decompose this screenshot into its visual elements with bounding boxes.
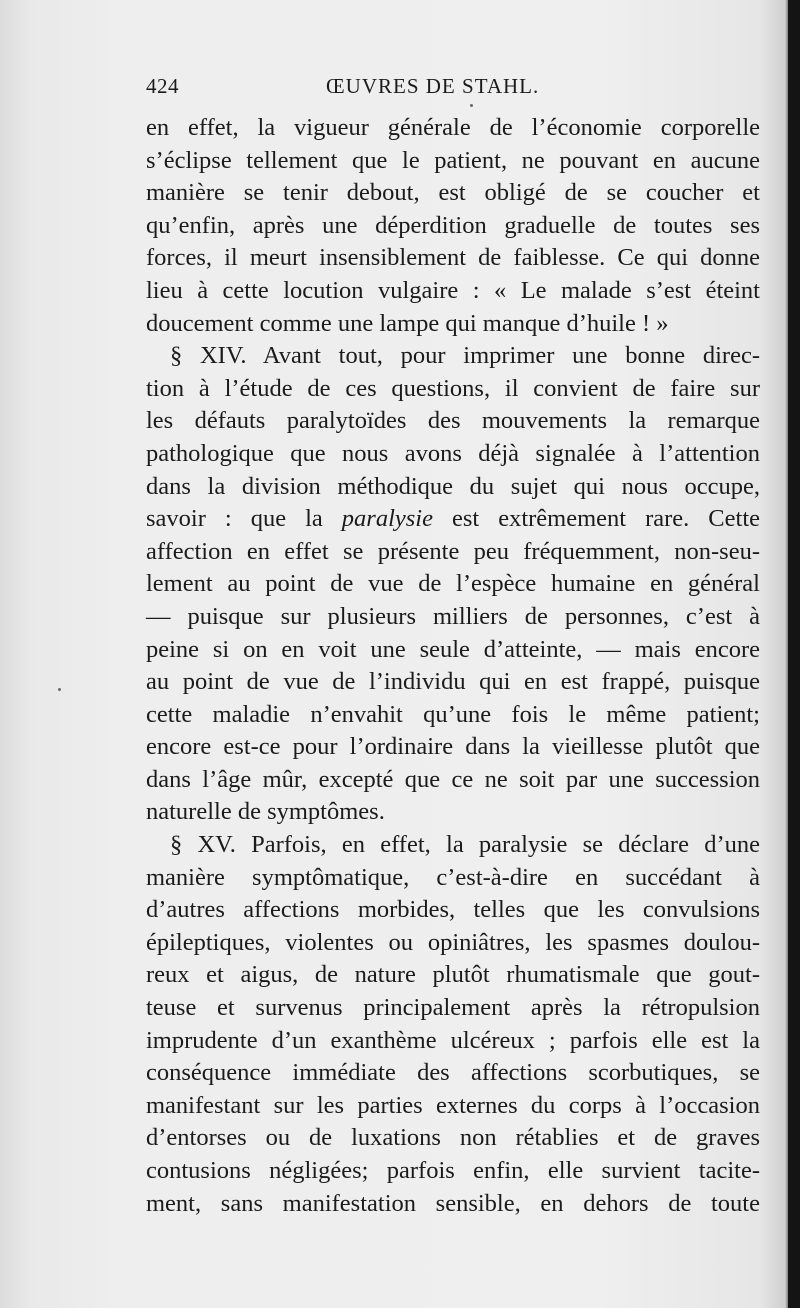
- text-line: — puisque sur plusieurs milliers de personnes, c’est à: [146, 602, 760, 630]
- text-line: lement au point de vue de l’espèce humaine en général: [146, 570, 760, 598]
- text-line: en effet, la vigueur générale de l’économie corporelle: [146, 114, 760, 141]
- text-line: manière se tenir debout, est obligé de se coucher et: [146, 179, 760, 207]
- text-line: d’entorses ou de luxations non rétablies et de graves: [146, 1124, 760, 1152]
- page-edge-shadow: [788, 0, 800, 1308]
- text-line: forces, il meurt insensiblement de faiblesse. Ce qui donne: [146, 244, 760, 272]
- section-heading-line: § XIV. Avant tout, pour imprimer une bonne direc-: [170, 342, 760, 370]
- text-line: teuse et survenus principalement après la rétropulsion: [146, 994, 760, 1022]
- text-line: au point de vue de l’individu qui en est frappé, puisque: [146, 668, 760, 696]
- text-line: tion à l’étude de ces questions, il convient de faire sur: [146, 374, 760, 402]
- text-line: lieu à cette locution vulgaire : « Le malade s’est éteint: [146, 276, 760, 304]
- text-line: qu’enfin, après une déperdition graduelle de toutes ses: [146, 211, 760, 239]
- text-line: doucement comme une lampe qui manque d’huile ! »: [146, 309, 669, 337]
- text-line: peine si on en voit une seule d’atteinte, — mais encore: [146, 635, 760, 663]
- text-line-with-italic: [146, 503, 760, 536]
- text-line: manifestant sur les parties externes du corps à l’occasion: [146, 1091, 760, 1119]
- text-line: contusions négligées; parfois enfin, elle survient tacite-: [146, 1157, 760, 1184]
- text-line: s’éclipse tellement que le patient, ne pouvant en aucune: [146, 146, 760, 174]
- running-title: ŒUVRES DE STAHL.: [326, 74, 540, 98]
- italic-term: paralysie: [341, 505, 433, 533]
- paper-speck: [470, 104, 473, 107]
- text-line: naturelle de symptômes.: [146, 798, 385, 826]
- text-segment: savoir : que la: [146, 505, 323, 533]
- text-line: dans la division méthodique du sujet qui nous occupe,: [146, 472, 760, 500]
- paper-speck: [58, 688, 61, 691]
- text-line: dans l’âge mûr, excepté que ce ne soit par une succession: [146, 765, 760, 793]
- page-number: 424: [146, 74, 179, 98]
- text-line: épileptiques, violentes ou opiniâtres, les spasmes doulou-: [146, 928, 760, 956]
- text-line: encore est-ce pour l’ordinaire dans la vieillesse plutôt que: [146, 733, 760, 761]
- text-segment: est extrêmement rare. Cette: [451, 505, 761, 533]
- text-line: d’autres affections morbides, telles que les convulsions: [146, 896, 760, 924]
- text-line: imprudente d’un exanthème ulcéreux ; parfois elle est la: [146, 1026, 760, 1054]
- text-line: conséquence immédiate des affections scorbutiques, se: [146, 1059, 760, 1087]
- text-line: reux et aigus, de nature plutôt rhumatismale que gout-: [146, 961, 760, 989]
- text-line: ment, sans manifestation sensible, en dehors de toute: [146, 1189, 760, 1217]
- section-heading-line: § XV. Parfois, en effet, la paralysie se déclare d’une: [170, 831, 760, 859]
- text-line: cette maladie n’envahit qu’une fois le même patient;: [146, 700, 760, 728]
- text-line: les défauts paralytoïdes des mouvements la remarque: [146, 407, 760, 435]
- text-line: manière symptômatique, c’est-à-dire en succédant à: [146, 863, 760, 891]
- text-line: pathologique que nous avons déjà signalée à l’attention: [146, 439, 760, 467]
- text-line: affection en effet se présente peu fréquemment, non-seu-: [146, 537, 760, 565]
- body-text: [146, 112, 760, 1220]
- page-header: [146, 74, 756, 104]
